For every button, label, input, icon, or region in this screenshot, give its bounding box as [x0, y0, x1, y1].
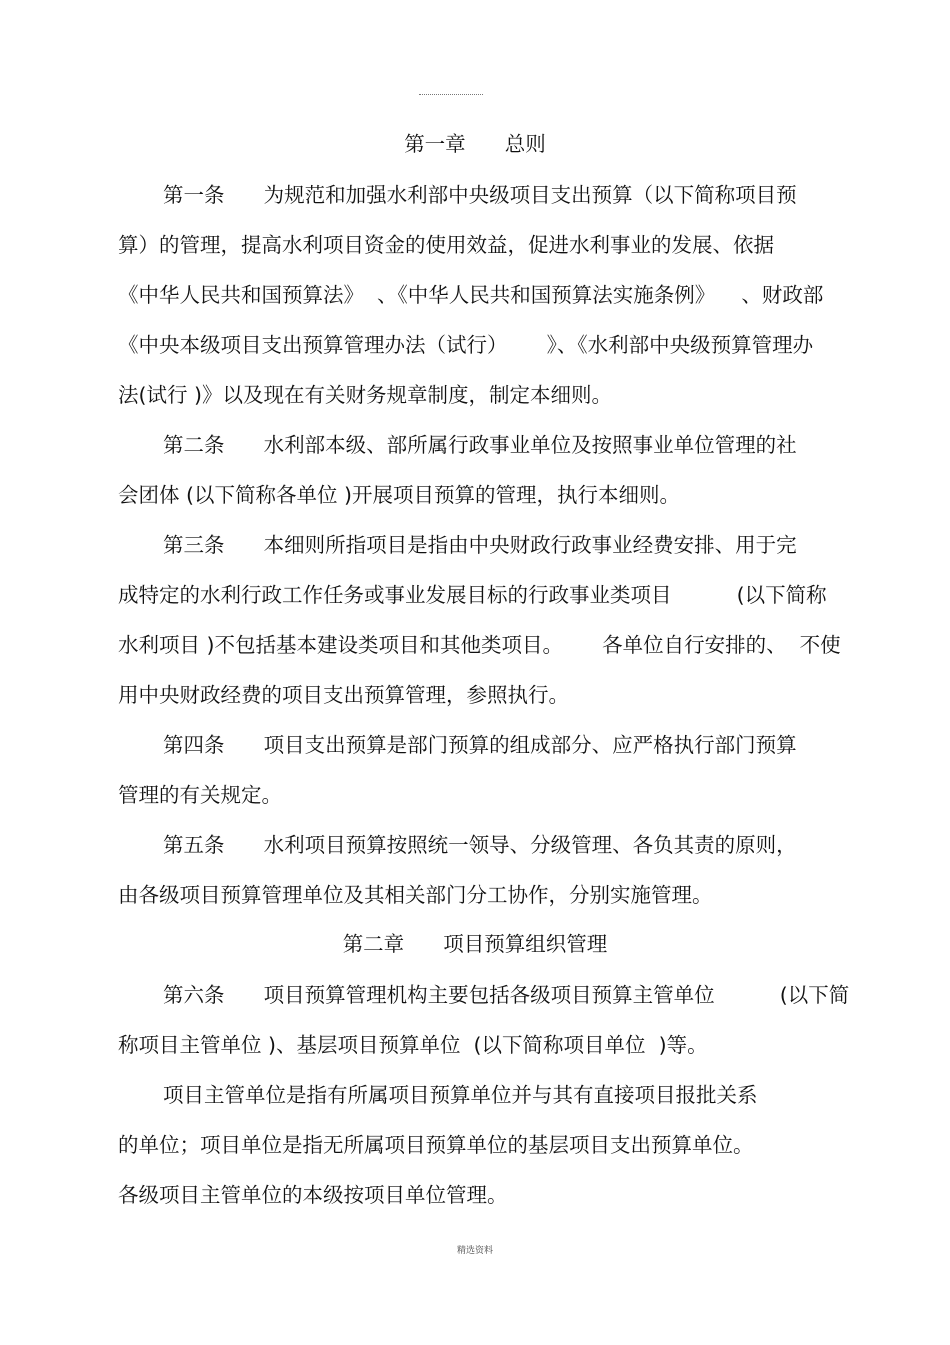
- article-1-line-2: 算）的管理，提高水利项目资金的使用效益，促进水利事业的发展、依据: [118, 233, 774, 257]
- article-1-line-5: 法(试行 )》以及现在有关财务规章制度，制定本细则。: [118, 383, 613, 407]
- article-1-line-1: 第一条 为规范和加强水利部中央级项目支出预算（以下简称项目预: [163, 183, 797, 207]
- paragraph-line-1: 项目主管单位是指有所属项目预算单位并与其有直接项目报批关系: [163, 1083, 758, 1107]
- article-3-line-4: 用中央财政经费的项目支出预算管理，参照执行。: [118, 683, 569, 707]
- article-3-line-2: 成特定的水利行政工作任务或事业发展目标的行政事业类项目 (以下简称: [118, 583, 827, 607]
- page-footer: 精选资料: [456, 1246, 493, 1256]
- article-2-line-2: 会团体 (以下简称各单位 )开展项目预算的管理，执行本细则。: [118, 483, 681, 507]
- article-1-line-4: 《中央本级项目支出预算管理办法（试行） 》、《水利部中央级预算管理办: [118, 333, 814, 357]
- article-6-line-2: 称项目主管单位 )、基层项目预算单位 (以下简称项目单位 )等。: [118, 1033, 708, 1057]
- article-5-line-2: 由各级项目预算管理单位及其相关部门分工协作，分别实施管理。: [118, 883, 713, 907]
- article-3-line-1: 第三条 本细则所指项目是指由中央财政行政事业经费安排、用于完: [163, 533, 797, 557]
- paragraph-line-2: 的单位；项目单位是指无所属项目预算单位的基层项目支出预算单位。: [118, 1133, 754, 1157]
- article-2-line-1: 第二条 水利部本级、部所属行政事业单位及按照事业单位管理的社: [163, 433, 797, 457]
- chapter-1-heading: 第一章 总则: [404, 132, 546, 156]
- article-4-line-2: 管理的有关规定。: [118, 783, 282, 807]
- chapter-2-heading: 第二章 项目预算组织管理: [342, 932, 608, 956]
- article-6-line-1: 第六条 项目预算管理机构主要包括各级项目预算主管单位 (以下简: [163, 983, 850, 1007]
- article-3-line-3: 水利项目 )不包括基本建设类项目和其他类项目。 各单位自行安排的、 不使: [118, 633, 841, 657]
- top-dotted-rule: [419, 94, 483, 95]
- article-4-line-1: 第四条 项目支出预算是部门预算的组成部分、应严格执行部门预算: [163, 733, 797, 757]
- article-1-line-3: 《中华人民共和国预算法》 、《中华人民共和国预算法实施条例》 、财政部: [118, 283, 824, 307]
- paragraph-line-3: 各级项目主管单位的本级按项目单位管理。: [118, 1183, 508, 1207]
- article-5-line-1: 第五条 水利项目预算按照统一领导、分级管理、各负其责的原则，: [163, 833, 797, 857]
